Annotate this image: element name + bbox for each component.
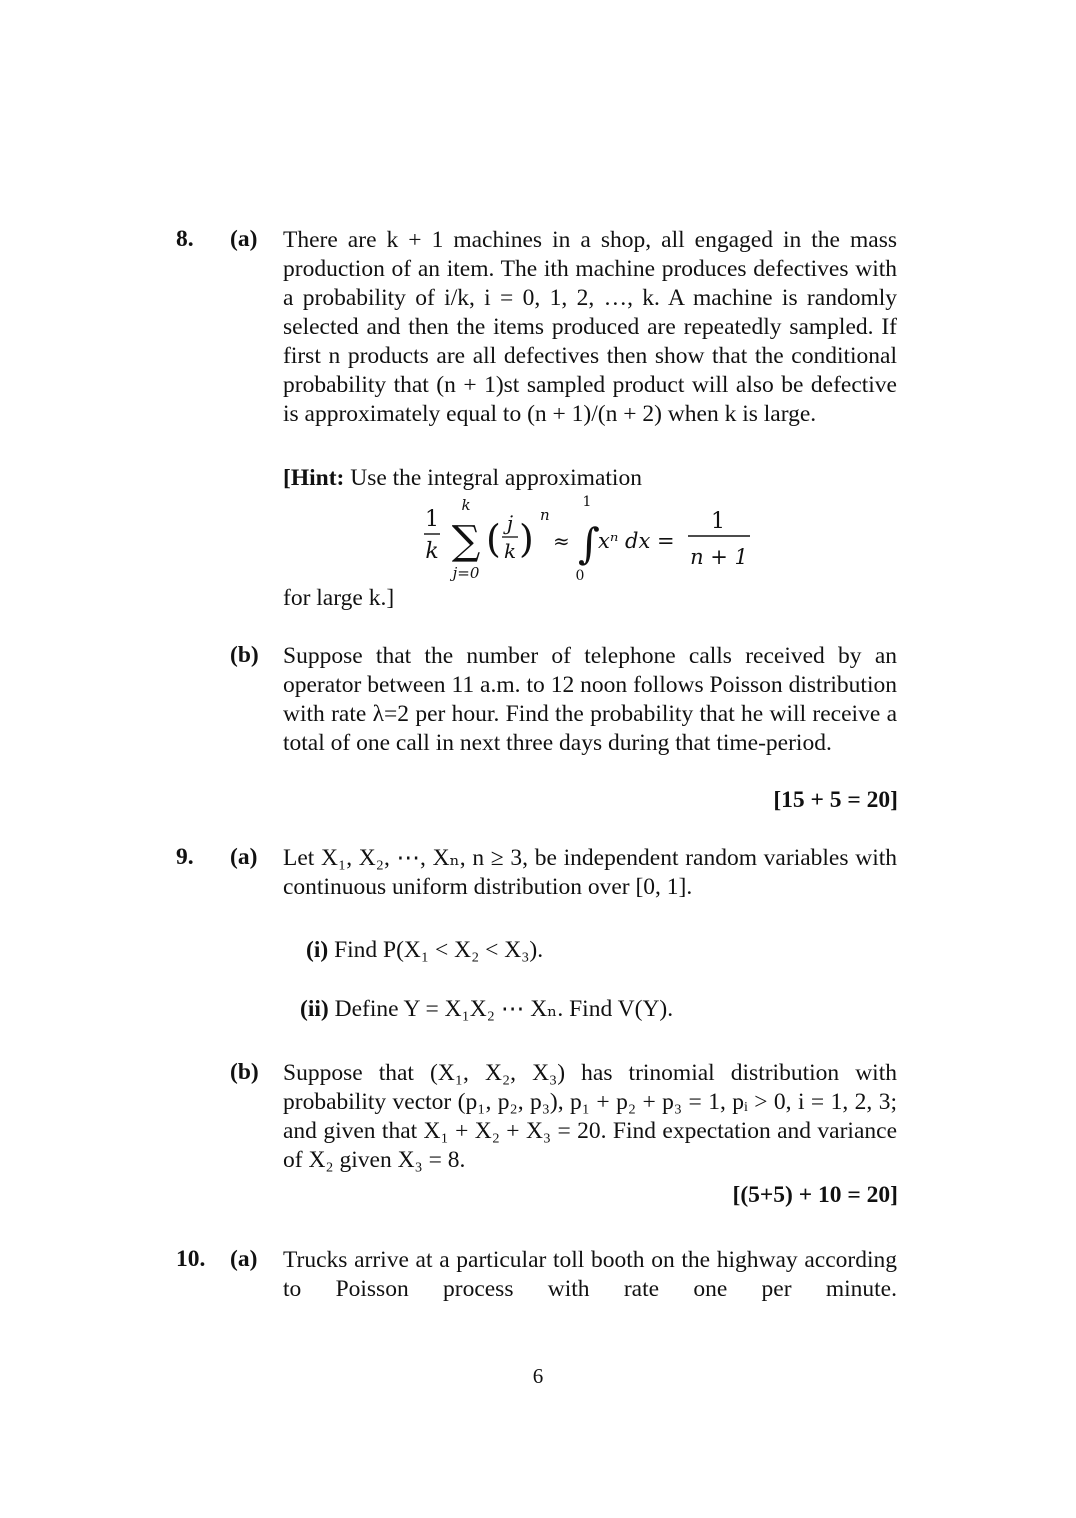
question-number-9: 9.	[176, 844, 194, 870]
q9-part-a-label: (a)	[230, 844, 258, 870]
q10-part-a-label: (a)	[230, 1246, 258, 1272]
formula-sum-lower: j=0	[452, 564, 480, 582]
q9-part-b-text: Suppose that (X₁, X₂, X₃) has trinomial distribution with probability vector (p₁, p₂, p₃), p₁ + p₂ + p₃ = 1, pᵢ > 0, i = 1, 2, 3; and given that X₁ + X₂ + X₃ = 20. Find expectation and variance of X₂ given X₃ = 8.	[283, 1060, 897, 1173]
question-number-8: 8.	[176, 226, 194, 252]
q8-hint	[283, 464, 897, 493]
formula-rhs-den: n + 1	[690, 545, 748, 569]
q10-part-a-text: Trucks arrive at a particular toll booth on the highway according to Poisson process with rate one per minute.	[283, 1247, 897, 1302]
formula-integral-sign: ∫	[578, 519, 600, 568]
page-number: 6	[532, 1364, 544, 1388]
formula-left-paren: (	[486, 517, 501, 561]
formula-paren-den: k	[503, 539, 517, 563]
formula-sum-sign: ∑	[451, 518, 481, 564]
formula-approx: ≈	[553, 529, 570, 553]
q9-marks: [(5+5) + 10 = 20]	[732, 1182, 898, 1208]
q8-hint-end: for large k.]	[283, 585, 395, 611]
formula-frac-den: k	[425, 539, 439, 564]
formula-sum-upper: k	[461, 496, 471, 514]
q9-a-sub-ii	[300, 995, 673, 1024]
question-number-10: 10.	[176, 1246, 206, 1272]
q9-part-b-label: (b)	[230, 1059, 259, 1085]
formula-frac-num: 1	[425, 507, 439, 532]
q9-a-sub-i-text: Find P(X₁ < X₂ < X₃).	[334, 937, 544, 963]
formula-exponent: n	[540, 506, 550, 524]
q9-part-a-text: Let X₁, X₂, ⋯, Xₙ, n ≥ 3, be independent random variables with continuous uniform distribution over [0, 1].	[283, 845, 897, 900]
q8-part-b-text: Suppose that the number of telephone calls received by an operator between 11 a.m. to 12 noon follows Poisson distribution with rate λ=2 per hour. Find the probability that he will receive a total of one call in next three days during that time-period.	[283, 643, 897, 756]
q8-hint-label: [Hint:	[283, 465, 345, 491]
formula-integrand: xⁿ dx =	[598, 529, 675, 553]
q8-part-a-text: There are k + 1 machines in a shop, all engaged in the mass production of an item. The ith machine produces defectives with a probability of i/k, i = 0, 1, 2, …, k. A machine is randomly selected and then the items produced are repeatedly sampled. If first n products are all defectives then show that the conditional probability that (n + 1)st sampled product will also be defective is approximately equal to (n + 1)/(n + 2) when k is large.	[283, 227, 897, 427]
q9-a-sub-ii-text: Define Y = X₁X₂ ⋯ Xₙ. Find V(Y).	[334, 996, 674, 1022]
q8-hint-formula	[420, 492, 760, 588]
q8-marks: [15 + 5 = 20]	[773, 787, 898, 813]
formula-rhs-num: 1	[711, 509, 725, 534]
q8-part-a-label: (a)	[230, 226, 258, 252]
formula-int-upper: 1	[582, 494, 592, 510]
q9-a-sub-ii-label: (ii)	[300, 996, 329, 1022]
formula-right-paren: )	[519, 517, 534, 561]
q9-a-sub-i-label: (i)	[306, 937, 329, 963]
formula-int-lower: 0	[575, 568, 585, 584]
q9-a-sub-i	[306, 936, 543, 965]
formula-paren-num: j	[506, 511, 514, 535]
q8-hint-text: Use the integral approximation	[344, 465, 642, 491]
q8-part-b-label: (b)	[230, 642, 259, 668]
